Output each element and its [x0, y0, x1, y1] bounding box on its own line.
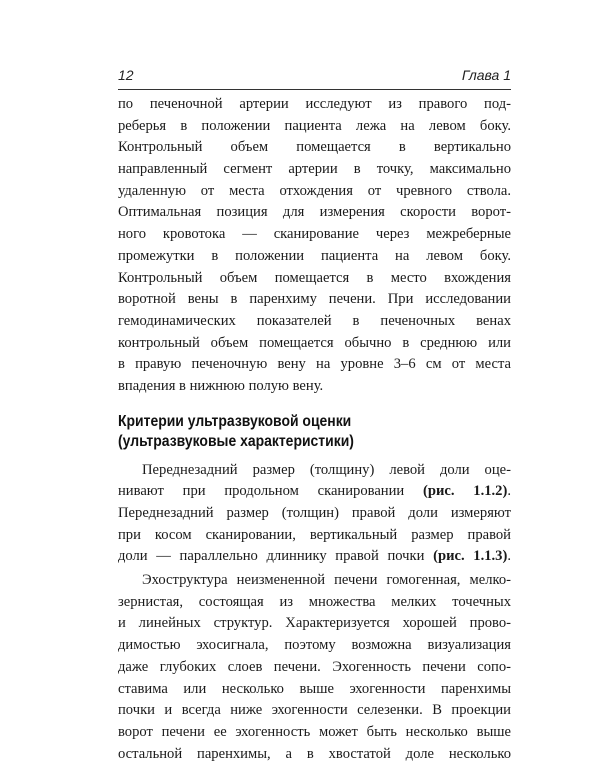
text-line: Оптимальная позиция для измерения скорости ворот-: [118, 204, 511, 221]
chapter-title: Глава 1: [461, 67, 511, 83]
text-line: при косом сканировании, вертикальный размер правой: [118, 526, 511, 543]
text-line: реберья в положении пациента лежа на левом боку.: [118, 117, 511, 134]
text-line: впадения в нижнюю полую вену.: [118, 377, 324, 394]
figure-reference: (рис. 1.1.3): [433, 548, 508, 565]
text-line: направленный сегмент артерии в точку, максимально: [118, 161, 511, 178]
text-line: даже глубоких слоев печени. Эхогенность печени сопо-: [118, 658, 511, 675]
paragraph-1: [118, 94, 511, 398]
text-line: и линейных структур. Характеризуется хорошей прово-: [118, 615, 511, 632]
figure-reference: (рис. 1.1.2): [423, 483, 508, 500]
text-run: доли — параллельно длиннику правой почки: [118, 548, 434, 565]
section-heading-line: (ультразвуковые характеристики): [118, 432, 354, 450]
text-line: Переднезадний размер (толщин) правой доли измеряют: [118, 505, 511, 521]
section-heading: [118, 412, 472, 452]
text-line: зернистая, состоящая из множества мелких точечных: [118, 593, 511, 610]
running-header: [118, 67, 511, 87]
text-line: Эхоструктура неизмененной печени гомогенная, мелко-: [142, 572, 511, 589]
spacer: [118, 452, 511, 460]
text-line: ного кровотока — сканирование через межреберные: [118, 226, 511, 243]
text-line: промежутки в положении пациента на левом боку.: [118, 247, 511, 264]
text-run: .: [507, 548, 511, 565]
text-line: воротной вены в паренхиму печени. При исследовании: [118, 291, 511, 308]
paragraph-3: [118, 570, 511, 765]
text-line: [118, 481, 511, 503]
text-line: остальной паренхимы, а в хвостатой доле несколько: [118, 745, 511, 762]
text-line: Переднезадний размер (толщину) левой доли оце-: [142, 461, 511, 478]
text-line: ставима или несколько выше эхогенности паренхимы: [118, 680, 511, 697]
page-number: 12: [118, 67, 134, 83]
spacer: [118, 398, 511, 412]
text-line: в правую печеночную вену на уровне 3–6 см от места: [118, 356, 511, 373]
section-heading-line: Критерии ультразвуковой оценки: [118, 412, 352, 430]
text-line: контрольный объем помещается обычно в среднюю или: [118, 334, 511, 351]
text-run: .: [507, 483, 511, 500]
text-line: по печеночной артерии исследуют из правого под-: [118, 96, 511, 112]
text-line: гемодинамических показателей в печеночных венах: [118, 312, 511, 329]
body-text: [118, 94, 511, 765]
paragraph-2: [118, 460, 511, 568]
header-rule: [118, 89, 511, 90]
text-line: почки и всегда ниже эхогенности селезенки. В проекции: [118, 702, 511, 719]
text-line: удаленную от места отхождения от чревного ствола.: [118, 182, 511, 199]
text-line: димостью эхосигнала, поэтому возможна визуализация: [118, 637, 511, 654]
text-line: Контрольный объем помещается в место вхождения: [118, 269, 511, 286]
text-run: нивают при продольном сканировании: [118, 483, 424, 500]
text-line: [118, 546, 511, 568]
text-line: ворот печени ее эхогенность может быть несколько выше: [118, 723, 511, 740]
text-line: Контрольный объем помещается в вертикально: [118, 139, 511, 156]
